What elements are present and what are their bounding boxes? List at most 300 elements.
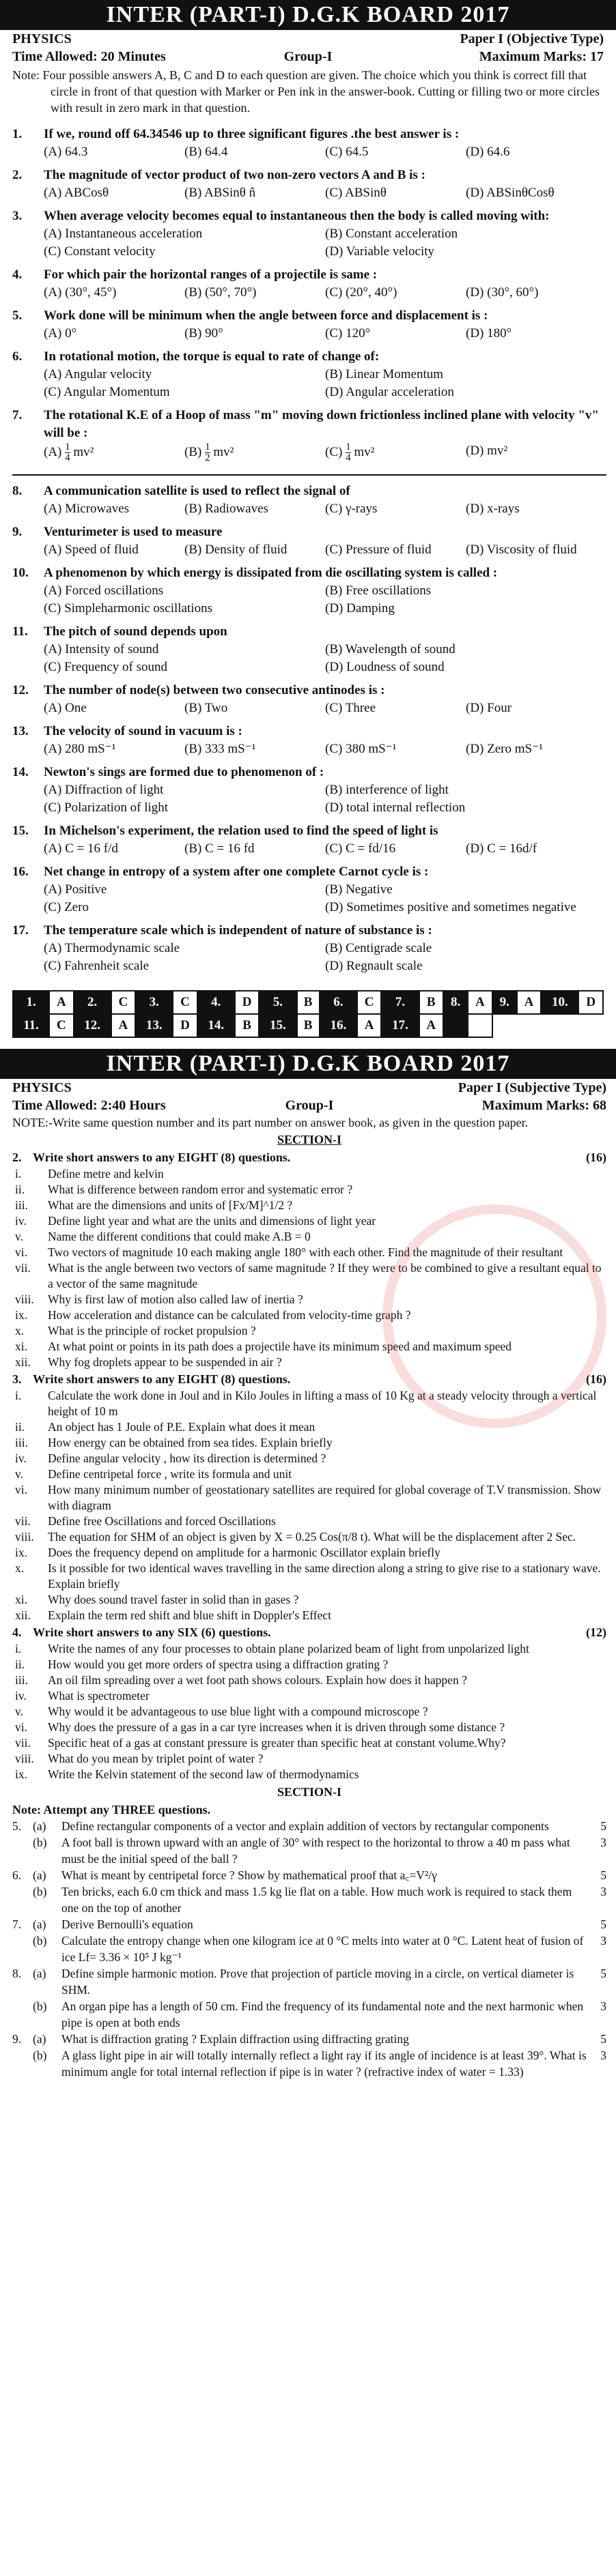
option-c: (C) 380 mS⁻¹ [325, 742, 397, 756]
question-text: A communication satellite is used to reflect the signal of [44, 484, 350, 498]
question-text: Venturimeter is used to measure [44, 525, 223, 539]
option-b: (B) 64.4 [184, 145, 228, 159]
long-note: Note: Attempt any THREE questions. [12, 1803, 211, 1817]
key-answer: A [49, 991, 73, 1014]
option-c: (C) Simpleharmonic oscillations [44, 601, 212, 616]
mcq-item [12, 126, 606, 161]
option-c: (C) 120° [325, 326, 371, 341]
short-question-header [12, 1148, 606, 1166]
key-question-number: 10. [541, 991, 578, 1014]
option-b: (B) Negative [325, 882, 393, 897]
short-question-item [12, 1451, 606, 1466]
option-b: (B) Wavelength of sound [325, 642, 456, 656]
section-title: SECTION-I [277, 1133, 342, 1146]
key-answer: C [49, 1014, 73, 1037]
question-number: 10. [12, 566, 29, 580]
option-d: (D) Regnault scale [325, 959, 423, 973]
part-label: (b) [33, 1999, 47, 2013]
question-number: 17. [12, 923, 29, 938]
part-marks: 3 [600, 1934, 606, 1948]
part-text: What is meant by centripetal force ? Show by mathematical proof that a꜀=V²/γ [61, 1868, 437, 1882]
key-question-number: 4. [197, 991, 235, 1014]
short-question-item [12, 1688, 606, 1704]
key-question-number: 8. [443, 991, 468, 1014]
item-roman: viii. [15, 1752, 34, 1765]
item-roman: ix. [15, 1767, 27, 1781]
short-question-item [12, 1545, 606, 1561]
item-roman: x. [15, 1324, 25, 1337]
item-text: Why does the pressure of a gas in a car tyre increases when it is driven through some distance ? [48, 1720, 505, 1734]
key-answer: B [297, 1014, 320, 1037]
question-text: In Michelson's experiment, the relation used to find the speed of light is [44, 824, 438, 838]
fraction: $\frac{1}{2}$ [205, 442, 210, 463]
item-roman: vi. [15, 1483, 27, 1496]
question-number: 4. [12, 267, 23, 282]
item-text: How many minimum number of geostationary satellites are required for global coverage of T.V transmission. Show with diagram [48, 1483, 602, 1512]
key-answer: C [357, 991, 381, 1014]
item-roman: v. [15, 1230, 23, 1243]
group-label: Group-I [285, 1098, 334, 1113]
key-answer: B [297, 991, 320, 1014]
long-question-part [12, 2047, 606, 2080]
short-question-item [12, 1307, 606, 1323]
key-question-number: 3. [135, 991, 173, 1014]
item-roman: iii. [15, 1673, 28, 1687]
option-d: (D) Sometimes positive and sometimes negative [325, 900, 576, 914]
item-roman: iii. [15, 1198, 28, 1212]
short-question-item [12, 1260, 606, 1292]
question-text: The magnitude of vector product of two non-zero vectors A and B is : [44, 168, 425, 182]
part-label: (b) [33, 2049, 47, 2062]
question-number: 2. [12, 1150, 22, 1164]
option-a: (A) Instantaneous acceleration [44, 227, 203, 241]
question-text: The pitch of sound depends upon [44, 624, 227, 639]
key-answer: C [111, 991, 135, 1014]
item-text: What is difference between random error and systematic error ? [48, 1183, 353, 1196]
item-text: Two vectors of magnitude 10 each making angle 180° with each other. Find the magnitude of their resultant [48, 1245, 563, 1259]
option-a: (A) ABCosθ [44, 186, 109, 200]
question-number: 9. [12, 525, 23, 539]
item-text: At what point or points in its path does a projectile have its minimum speed and maximum speed [48, 1340, 512, 1353]
question-number: 12. [12, 683, 29, 697]
short-question-header [12, 1623, 606, 1641]
divider [12, 474, 606, 476]
short-question-item [12, 1245, 606, 1260]
option-a: (A) C = 16 f/d [44, 841, 118, 856]
item-text: Define metre and kelvin [48, 1167, 164, 1181]
item-roman: iii. [15, 1436, 28, 1449]
item-text: Does the frequency depend on amplitude for a harmonic Oscillator explain briefly [48, 1546, 440, 1559]
option-c: (C) 64.5 [325, 145, 369, 159]
mcq-item [12, 682, 606, 717]
short-question-item [12, 1388, 606, 1419]
option-b: (B) interference of light [325, 783, 449, 797]
item-text: Define free Oscillations and forced Oscillations [48, 1514, 276, 1528]
option-a: (A) Intensity of sound [44, 642, 159, 656]
max-marks: Maximum Marks: 17 [479, 49, 604, 64]
time-allowed: Time Allowed: 20 Minutes [12, 49, 166, 64]
item-text: Why would it be advantageous to use blue light with a compound microscope ? [48, 1705, 428, 1718]
mcq-item [12, 564, 606, 618]
item-roman: iv. [15, 1214, 27, 1228]
option-a: (A) (30°, 45°) [44, 285, 117, 300]
item-text: Specific heat of a gas at constant pressure is greater than specific heat at constant volume.Why? [48, 1736, 506, 1750]
option-b: (B) ABSinθ n̂ [184, 186, 256, 200]
objective-header [0, 30, 616, 116]
short-question-item [12, 1198, 606, 1213]
question-number: 7. [12, 408, 23, 422]
short-question-item [12, 1166, 606, 1182]
max-marks: Maximum Marks: 68 [481, 1098, 606, 1113]
mcq-item [12, 307, 606, 343]
key-question-number: 6. [320, 991, 357, 1014]
option-d: (D) Angular acceleration [325, 385, 454, 399]
option-a: (A) One [44, 701, 87, 715]
long-question-part [12, 1998, 606, 2031]
item-roman: xii. [15, 1355, 31, 1369]
section-title: SECTION-I [277, 1785, 342, 1799]
option-b: (B) 90° [184, 326, 223, 341]
item-text: Name the different conditions that could make A.B = 0 [48, 1230, 311, 1243]
mcq-item [12, 764, 606, 817]
part-text: Calculate the entropy change when one kilogram ice at 0 °C melts into water at 0 °C. Latent heat of fusion of ice Lf= 3.36 × 10⁵ J kg⁻¹ [61, 1934, 584, 1964]
option-c: (C) (20°, 40°) [325, 285, 397, 300]
option-a: (A) $\frac{1}{4}$ mv² [44, 442, 94, 463]
option-a: (A) Thermodynamic scale [44, 941, 180, 955]
option-b: (B) Linear Momentum [325, 367, 444, 381]
option-a: (A) Microwaves [44, 502, 130, 516]
option-c: (C) C = fd/16 [325, 841, 396, 856]
part-marks: 5 [600, 1917, 606, 1931]
option-d: (D) Damping [325, 601, 395, 616]
item-roman: x. [15, 1561, 25, 1575]
key-answer: B [235, 1014, 259, 1037]
key-question-number: 16. [320, 1014, 357, 1037]
question-text: For which pair the horizontal ranges of a projectile is same : [44, 267, 378, 282]
question-number: 13. [12, 724, 29, 738]
question-number: 5. [12, 1819, 22, 1833]
question-number: 8. [12, 484, 23, 498]
item-text: Define light year and what are the units and dimensions of light year [48, 1214, 376, 1228]
key-question-number: 7. [381, 991, 419, 1014]
option-b: (B) Density of fluid [184, 542, 288, 557]
item-roman: vi. [15, 1245, 27, 1259]
long-question-part [12, 1867, 606, 1883]
item-text: An oil film spreading over a wet foot path shows colours. Explain how does it happen ? [48, 1673, 467, 1687]
answer-key-table [12, 990, 604, 1038]
item-text: Write the Kelvin statement of the second law of thermodynamics [48, 1767, 359, 1781]
part-label: (a) [33, 1819, 46, 1833]
short-question-item [12, 1482, 606, 1514]
short-question-item [12, 1229, 606, 1245]
mcq-item [12, 207, 606, 261]
item-roman: i. [15, 1642, 22, 1655]
item-text: The equation for SHM of an object is given by X = 0.25 Cos(π/8 t). What will be the displacement after 2 Sec. [48, 1530, 576, 1544]
option-c: (C) Three [325, 701, 376, 715]
item-roman: iv. [15, 1451, 27, 1465]
short-question-item [12, 1435, 606, 1451]
question-text: Work done will be minimum when the angle between force and displacement is : [44, 308, 488, 323]
option-d: (D) total internal reflection [325, 800, 466, 815]
question-number: 3. [12, 209, 23, 223]
key-answer: A [357, 1014, 381, 1037]
question-number: 7. [12, 1917, 22, 1931]
option-a: (A) 280 mS⁻¹ [44, 742, 116, 756]
mcq-item [12, 623, 606, 676]
option-a: (A) 64.3 [44, 145, 88, 159]
part-text: A glass light pipe in air will totally internally reflect a light ray if its angle of incidence is at least 39°. What is minimum angle for total internal reflection if pipe is in water ? (refractive index of water = 1.33) [61, 2049, 587, 2079]
part-marks: 3 [600, 1999, 606, 2013]
subjective-banner: INTER (PART-I) D.G.K BOARD 2017 [0, 1049, 616, 1079]
part-marks: 5 [600, 2032, 606, 2046]
question-number: 5. [12, 308, 23, 323]
short-question-item [12, 1514, 606, 1529]
option-d: (D) Viscosity of fluid [466, 542, 577, 557]
option-b: (B) 333 mS⁻¹ [184, 742, 256, 756]
part-marks: 3 [600, 1836, 606, 1849]
item-text: What is spectrometer [48, 1689, 150, 1703]
item-text: Why fog droplets appear to be suspended in air ? [48, 1355, 282, 1369]
key-question-number: 12. [74, 1014, 111, 1037]
item-text: How acceleration and distance can be calculated from velocity-time graph ? [48, 1308, 411, 1322]
item-roman: i. [15, 1167, 22, 1181]
short-question-item [12, 1720, 606, 1735]
option-b: (B) Centigrade scale [325, 941, 432, 955]
question-text: If we, round off 64.34546 up to three significant figures .the best answer is : [44, 127, 460, 141]
item-text: Calculate the work done in Joul and in Kilo Joules in lifting a mass of 10 Kg at a steady velocity through a vertical height of 10 m [48, 1389, 597, 1418]
long-question-part [12, 1883, 606, 1916]
subjective-note: NOTE:-Write same question number and its part number on answer book, as given in the question paper. [12, 1116, 529, 1129]
item-text: Is it possible for two identical waves travelling in the same direction along a string to give rise to a stationary wave. Explain briefly [48, 1561, 601, 1591]
option-c: (C) Frequency of sound [44, 660, 167, 674]
short-question-item [12, 1355, 606, 1370]
item-roman: vi. [15, 1720, 27, 1734]
question-text: The velocity of sound in vacuum is : [44, 724, 242, 738]
question-number [12, 2047, 33, 2080]
option-a: (A) Diffraction of light [44, 783, 164, 797]
question-text: A phenomenon by which energy is dissipated from die oscillating system is called : [44, 566, 498, 580]
option-d: (D) mv² [466, 444, 508, 458]
key-answer: C [173, 991, 197, 1014]
option-c: (C) Angular Momentum [44, 385, 170, 399]
key-answer: D [235, 991, 259, 1014]
option-d: (D) 180° [466, 326, 512, 341]
objective-banner: INTER (PART-I) D.G.K BOARD 2017 [0, 0, 616, 30]
option-a: (A) Angular velocity [44, 367, 152, 381]
question-marks: (16) [586, 1150, 606, 1164]
item-roman: ix. [15, 1308, 27, 1322]
objective-note: Note: Four possible answers A, B, C and D to each question are given. The choice which you think is correct fill that circle in front of that question with Marker or Pen ink in the answer-book. Cutting or filling two or more circles with result in zero mark in that question. [12, 68, 600, 115]
option-b: (B) Constant acceleration [325, 227, 458, 241]
item-text: Why does sound travel faster in solid than in gases ? [48, 1593, 299, 1606]
item-text: Write the names of any four processes to obtain plane polarized beam of light from unpolarized light [48, 1642, 529, 1655]
question-number: 16. [12, 865, 29, 879]
question-number: 6. [12, 1868, 22, 1882]
mcq-list [0, 126, 616, 975]
item-text: How would you get more orders of spectra using a diffraction grating ? [48, 1658, 389, 1671]
key-question-number: 14. [197, 1014, 235, 1037]
item-text: What is the principle of rocket propulsion ? [48, 1324, 256, 1337]
mcq-item [12, 407, 606, 463]
item-roman: viii. [15, 1530, 34, 1544]
short-question-item [12, 1673, 606, 1688]
short-question-item [12, 1592, 606, 1608]
key-question-number: 1. [13, 991, 49, 1014]
option-d: (D) C = 16d/f [466, 841, 537, 856]
short-question-item [12, 1608, 606, 1623]
item-text: Explain the term red shift and blue shift in Doppler's Effect [48, 1608, 331, 1622]
subjective-header [0, 1079, 616, 1148]
key-question-number: 17. [381, 1014, 419, 1037]
part-marks: 5 [600, 1967, 606, 1980]
short-question-item [12, 1767, 606, 1782]
part-text: A foot ball is thrown upward with an angle of 30° with respect to the horizontal to throw a 40 m pass what must be the initial speed of the ball ? [61, 1836, 570, 1866]
group-label: Group-I [283, 49, 333, 64]
question-text: Write short answers to any SIX (6) questions. [33, 1625, 271, 1639]
item-roman: viii. [15, 1292, 34, 1306]
option-c: (C) Fahrenheit scale [44, 959, 150, 973]
key-question-number: 5. [259, 991, 296, 1014]
part-text: Define rectangular components of a vector and explain addition of vectors by rectangular components [61, 1819, 549, 1833]
mcq-item [12, 266, 606, 302]
long-question-part [12, 1933, 606, 1965]
option-a: (A) Positive [44, 882, 107, 897]
question-number: 1. [12, 127, 23, 141]
short-question-item [12, 1419, 606, 1435]
item-roman: iv. [15, 1689, 27, 1703]
long-question-part [12, 1818, 606, 1834]
option-d: (D) ABSinθCosθ [466, 186, 555, 200]
key-answer: D [578, 991, 603, 1014]
part-text: Derive Bernoulli's equation [61, 1917, 193, 1931]
question-text: Write short answers to any EIGHT (8) questions. [33, 1150, 291, 1164]
long-questions [0, 1782, 616, 2080]
question-marks: (16) [586, 1372, 606, 1386]
long-question-part [12, 1834, 606, 1867]
mcq-item [12, 167, 606, 202]
short-questions [0, 1148, 616, 1782]
option-c: (C) Pressure of fluid [325, 542, 432, 557]
short-question-item [12, 1657, 606, 1673]
short-question-item [12, 1466, 606, 1482]
option-a: (A) 0° [44, 326, 77, 341]
option-d: (D) Variable velocity [325, 244, 435, 259]
option-d: (D) 64.6 [466, 145, 510, 159]
part-text: Define simple harmonic motion. Prove that projection of particle moving in a circle, on vertical diameter is SHM. [61, 1967, 574, 1997]
part-label: (a) [33, 1967, 46, 1980]
item-roman: v. [15, 1705, 23, 1718]
long-question-part [12, 1916, 606, 1933]
key-answer: A [419, 1014, 443, 1037]
question-number: 6. [12, 349, 23, 364]
option-c: (C) Constant velocity [44, 244, 156, 259]
part-marks: 5 [600, 1819, 606, 1833]
option-c: (C) $\frac{1}{4}$ mv² [325, 442, 375, 463]
paper-type: Paper I (Objective Type) [460, 31, 604, 46]
question-text: Net change in entropy of a system after one complete Carnot cycle is : [44, 865, 429, 879]
short-question-item [12, 1323, 606, 1339]
part-label: (b) [33, 1885, 47, 1898]
question-number [12, 1883, 33, 1916]
option-c: (C) ABSinθ [325, 186, 387, 200]
question-marks: (12) [586, 1625, 606, 1639]
key-answer: A [111, 1014, 135, 1037]
short-question-item [12, 1339, 606, 1355]
option-d: (D) Four [466, 701, 512, 715]
part-text: What is diffraction grating ? Explain diffraction using diffracting grating [61, 2032, 409, 2046]
item-roman: ii. [15, 1420, 25, 1434]
part-marks: 3 [600, 1885, 606, 1898]
item-roman: ii. [15, 1183, 25, 1196]
subject-label: PHYSICS [12, 1080, 72, 1095]
item-roman: i. [15, 1389, 22, 1402]
option-c: (C) γ-rays [325, 502, 378, 516]
question-number: 15. [12, 824, 29, 838]
item-roman: vii. [15, 1514, 31, 1528]
option-d: (D) Loudness of sound [325, 660, 445, 674]
item-text: Define angular velocity , how its direction is determined ? [48, 1451, 326, 1465]
part-marks: 3 [600, 2049, 606, 2062]
option-b: (B) Two [184, 701, 228, 715]
option-b: (B) Free oscillations [325, 583, 432, 598]
fraction: $\frac{1}{4}$ [346, 442, 351, 463]
time-allowed: Time Allowed: 2:40 Hours [12, 1098, 166, 1113]
item-text: An object has 1 Joule of P.E. Explain what does it mean [48, 1420, 316, 1434]
question-number: 14. [12, 765, 29, 779]
option-b: (B) $\frac{1}{2}$ mv² [184, 442, 234, 463]
key-answer: A [468, 991, 492, 1014]
question-text: The number of node(s) between two consecutive antinodes is : [44, 683, 385, 697]
question-number [12, 1998, 33, 2031]
short-question-item [12, 1704, 606, 1720]
item-roman: ii. [15, 1658, 25, 1671]
question-number [12, 1834, 33, 1867]
mcq-item [12, 523, 606, 559]
item-roman: xi. [15, 1593, 27, 1606]
fraction: $\frac{1}{4}$ [65, 442, 70, 463]
option-b: (B) (50°, 70°) [184, 285, 257, 300]
short-question-item [12, 1182, 606, 1198]
key-answer: A [517, 991, 541, 1014]
option-c: (C) Polarization of light [44, 800, 169, 815]
option-d: (D) (30°, 60°) [466, 285, 539, 300]
short-question-item [12, 1641, 606, 1657]
question-number: 11. [12, 624, 28, 639]
short-question-item [12, 1292, 606, 1307]
item-roman: ix. [15, 1546, 27, 1559]
mcq-item [12, 822, 606, 858]
option-d: (D) x-rays [466, 502, 520, 516]
part-label: (a) [33, 1917, 46, 1931]
mcq-item [12, 723, 606, 758]
part-label: (a) [33, 2032, 46, 2046]
question-text: Newton's sings are formed due to phenomenon of : [44, 765, 324, 779]
option-a: (A) Forced oscillations [44, 583, 164, 598]
long-question-part [12, 1965, 606, 1998]
question-text: The rotational K.E of a Hoop of mass "m" moving down frictionless inclined plane with velocity "v" will be : [44, 408, 599, 440]
question-text: The temperature scale which is independent of nature of substance is : [44, 923, 432, 938]
short-question-item [12, 1561, 606, 1592]
option-a: (A) Speed of fluid [44, 542, 139, 557]
question-text: In rotational motion, the torque is equal to rate of change of: [44, 349, 380, 364]
question-text: When average velocity becomes equal to instantaneous then the body is called moving with: [44, 209, 550, 223]
question-number: 9. [12, 2032, 22, 2046]
key-question-number: 11. [13, 1014, 49, 1037]
short-question-item [12, 1735, 606, 1751]
part-text: An organ pipe has a length of 50 cm. Find the frequency of its fundamental note and the next harmonic when pipe is open at both ends [61, 1999, 584, 2029]
part-label: (a) [33, 1868, 46, 1882]
question-number: 3. [12, 1372, 22, 1386]
